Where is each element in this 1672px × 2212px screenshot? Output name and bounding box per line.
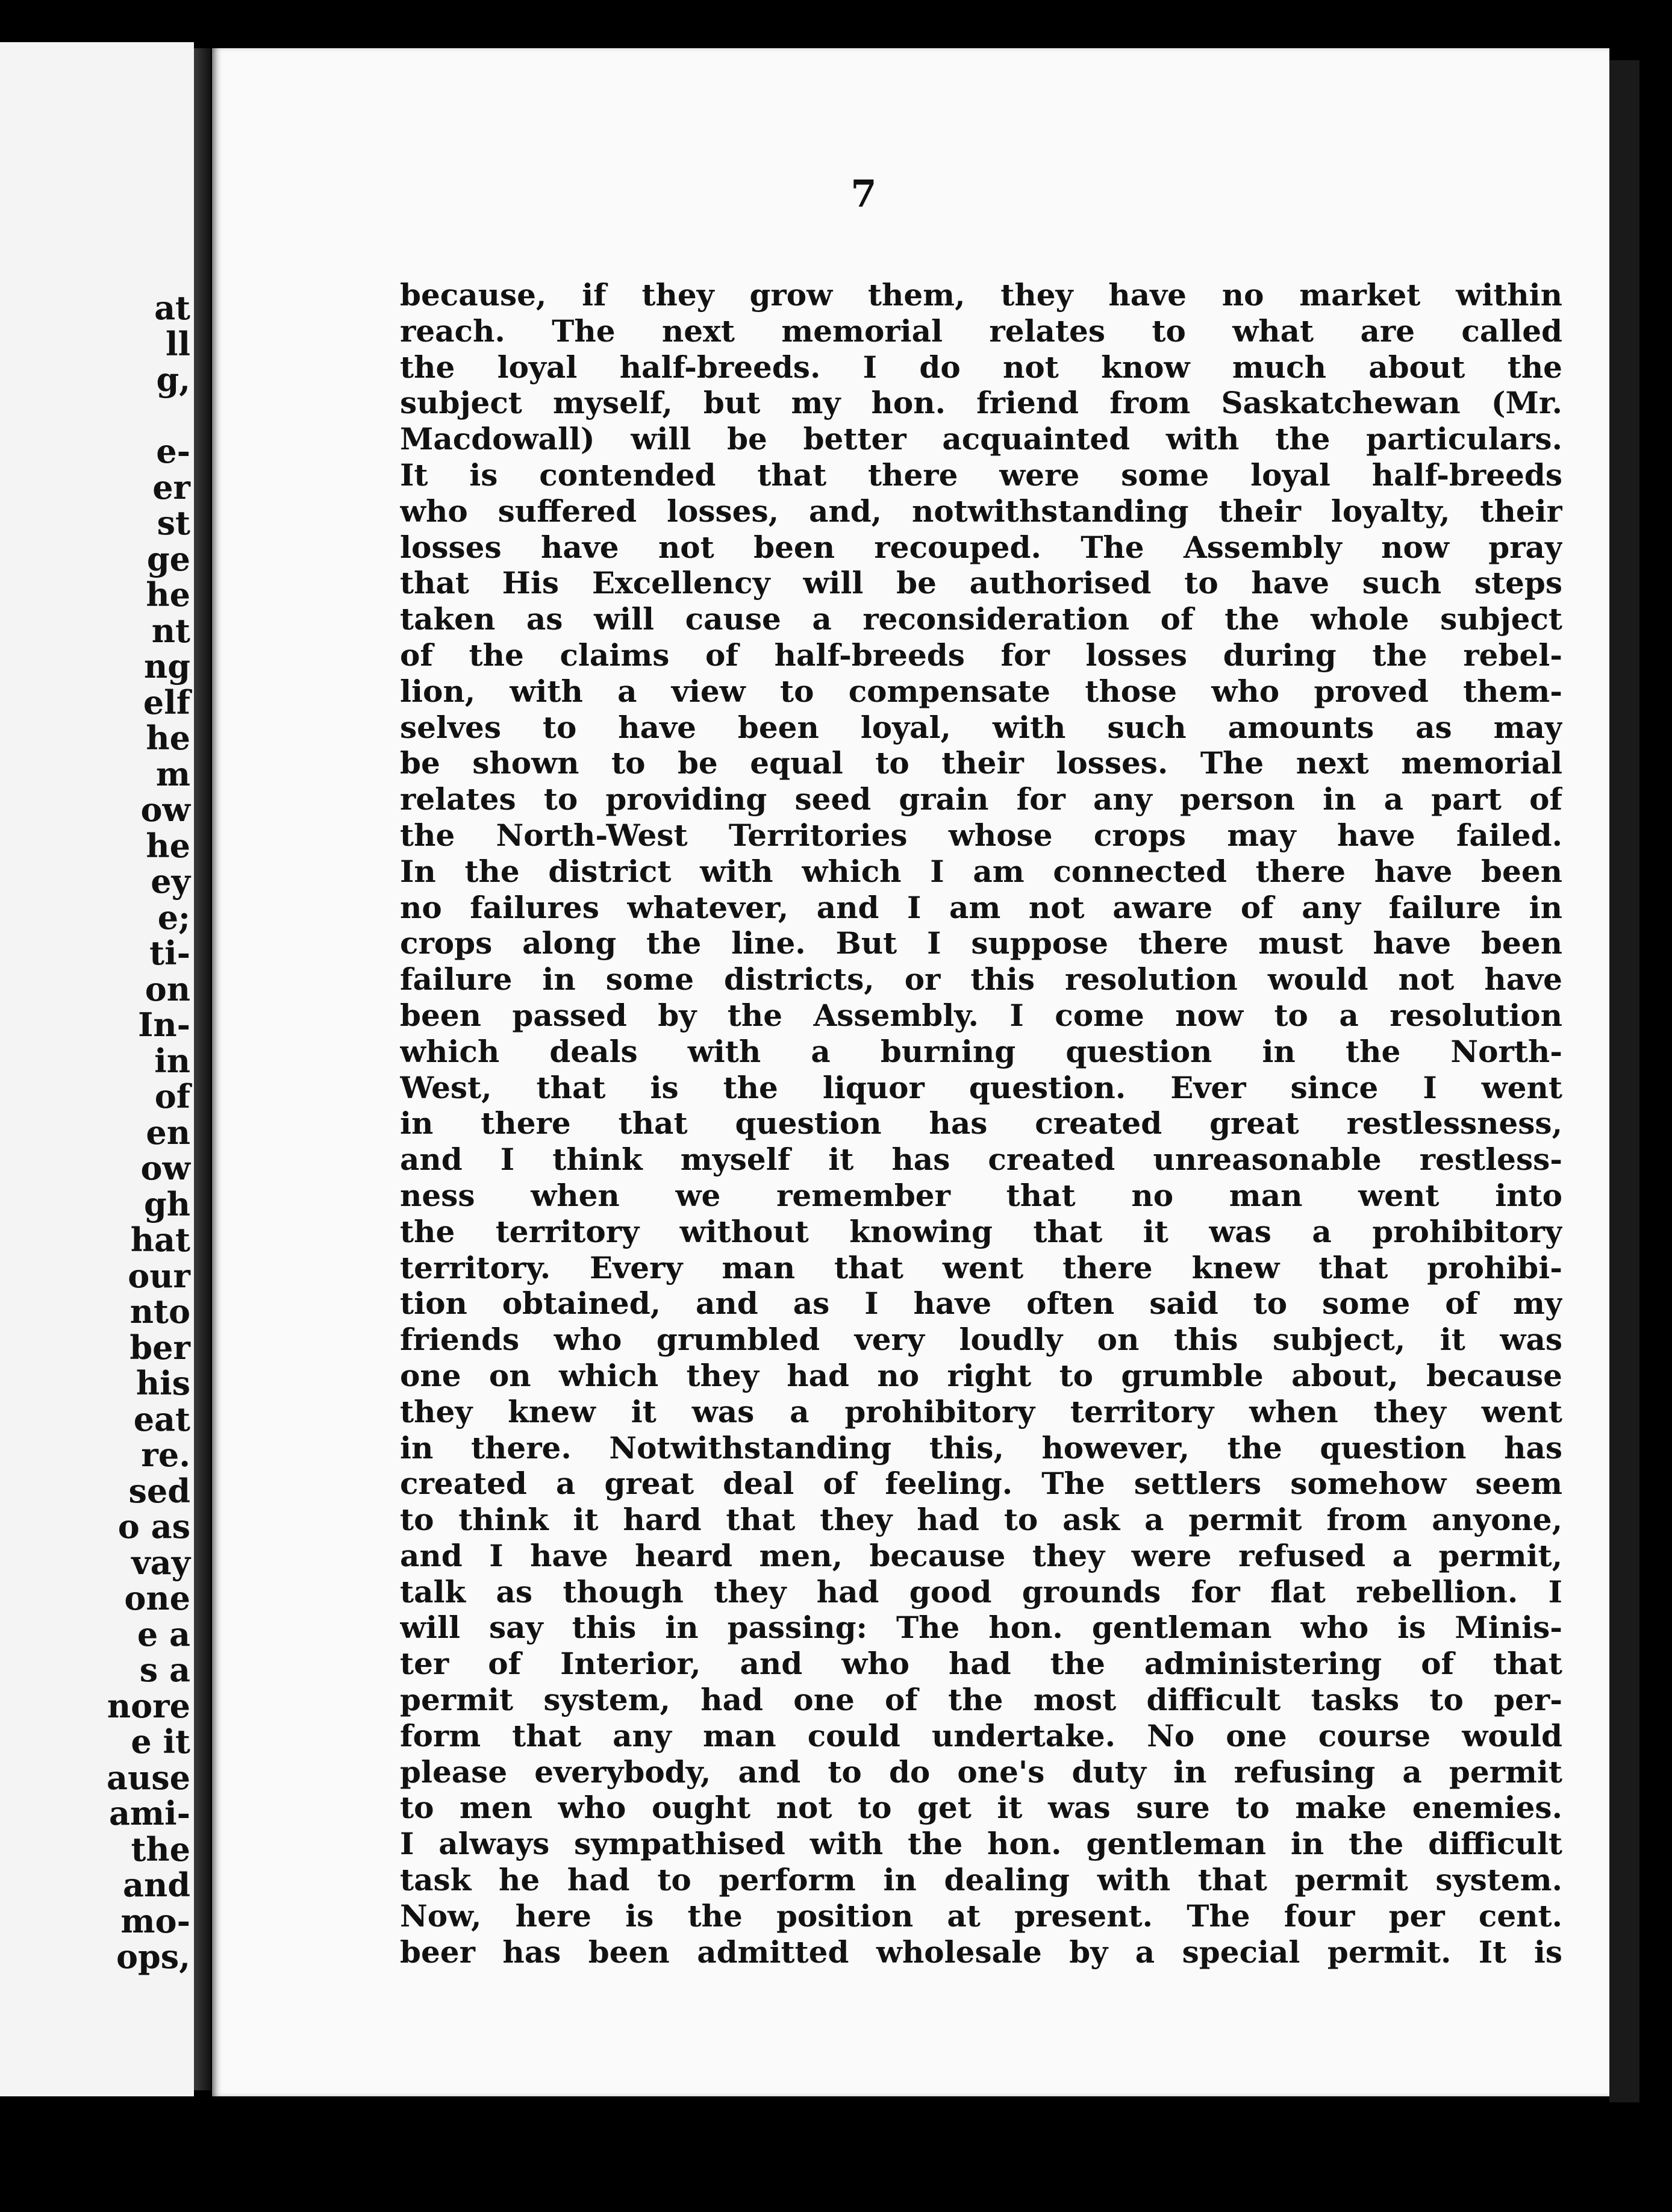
text-line: and I have heard men, because they were refused a permit, bbox=[400, 1537, 1562, 1573]
left-fragment-line: ow bbox=[140, 1149, 190, 1187]
text-line: task he had to perform in dealing with that permit system. bbox=[400, 1862, 1562, 1898]
left-fragment-line: ll bbox=[165, 324, 190, 363]
text-line: It is contended that there were some loyal half-breeds bbox=[400, 457, 1562, 493]
text-line: permit system, had one of the most difficult tasks to per- bbox=[400, 1682, 1562, 1718]
left-fragment-line: our bbox=[128, 1256, 190, 1295]
text-line: please everybody, and to do one's duty in refusing a permit bbox=[400, 1754, 1562, 1790]
text-line: because, if they grow them, they have no market within bbox=[400, 277, 1562, 313]
left-fragment-line: nore bbox=[107, 1686, 190, 1725]
text-line: ness when we remember that no man went into bbox=[400, 1177, 1562, 1213]
left-fragment-line: In- bbox=[138, 1005, 190, 1044]
text-line: form that any man could undertake. No one course would bbox=[400, 1717, 1562, 1754]
text-line: who suffered losses, and, notwithstanding their loyalty, their bbox=[400, 493, 1562, 529]
text-line: to think it hard that they had to ask a permit from anyone, bbox=[400, 1502, 1562, 1538]
text-line: created a great deal of feeling. The settlers somehow seem bbox=[400, 1466, 1562, 1502]
left-fragment-line: elf bbox=[143, 683, 190, 722]
left-fragment-line: e it bbox=[131, 1722, 190, 1761]
left-fragment-line bbox=[107, 398, 190, 434]
text-line: in there that question has created great restlessness, bbox=[400, 1105, 1562, 1142]
text-line: relates to providing seed grain for any person in a part of bbox=[400, 781, 1562, 817]
text-line: friends who grumbled very loudly on this subject, it was bbox=[400, 1322, 1562, 1358]
text-line: I always sympathised with the hon. gentleman in the difficult bbox=[400, 1826, 1562, 1862]
left-fragment-line: in bbox=[154, 1041, 190, 1080]
text-line: In the district with which I am connected there have been bbox=[400, 853, 1562, 889]
text-line: crops along the line. But I suppose there must have been bbox=[400, 925, 1562, 961]
left-fragment-line: e; bbox=[157, 898, 190, 937]
left-fragment-line: nto bbox=[129, 1292, 190, 1331]
left-fragment-line: e a bbox=[137, 1614, 190, 1654]
left-fragment-line: his bbox=[136, 1364, 190, 1402]
left-fragment-line: g, bbox=[156, 360, 190, 399]
left-fragment-line: gh bbox=[143, 1184, 190, 1223]
text-line: reach. The next memorial relates to what are called bbox=[400, 313, 1562, 349]
left-fragment-line: e- bbox=[156, 432, 190, 470]
left-page-text-fragments bbox=[107, 290, 190, 1975]
text-line: the North-West Territories whose crops may have failed. bbox=[400, 817, 1562, 853]
left-fragment-line: en bbox=[146, 1113, 190, 1152]
text-line: talk as though they had good grounds for flat rebellion. I bbox=[400, 1573, 1562, 1610]
left-fragment-line: re. bbox=[141, 1436, 190, 1474]
left-fragment-line: the bbox=[131, 1829, 190, 1869]
text-line: will say this in passing: The hon. gentleman who is Minis- bbox=[400, 1610, 1562, 1646]
text-line: Now, here is the position at present. The four per cent. bbox=[400, 1898, 1562, 1934]
page-number: 7 bbox=[850, 172, 877, 216]
left-fragment-line: ause bbox=[106, 1758, 190, 1797]
text-line: tion obtained, and as I have often said to some of my bbox=[400, 1286, 1562, 1322]
left-fragment-line: st bbox=[157, 504, 190, 542]
text-line: taken as will cause a reconsideration of the whole subject bbox=[400, 601, 1562, 637]
page-edge-shadow bbox=[1609, 60, 1639, 2102]
text-line: been passed by the Assembly. I come now to a resolution bbox=[400, 997, 1562, 1033]
text-line: subject myself, but my hon. friend from Saskatchewan (Mr. bbox=[400, 385, 1562, 421]
text-line: and I think myself it has created unreasonable restless- bbox=[400, 1142, 1562, 1178]
left-fragment-line: ng bbox=[143, 647, 190, 686]
left-fragment-line: ey bbox=[151, 862, 190, 901]
right-page bbox=[212, 48, 1609, 2096]
left-fragment-line: s a bbox=[139, 1651, 190, 1689]
text-line: territory. Every man that went there knew that prohibi- bbox=[400, 1249, 1562, 1286]
left-fragment-line: o as bbox=[117, 1507, 190, 1546]
text-line: the loyal half-breeds. I do not know much about the bbox=[400, 349, 1562, 385]
text-line: failure in some districts, or this resolution would not have bbox=[400, 961, 1562, 998]
left-fragment-line: ami- bbox=[108, 1794, 190, 1832]
text-line: one on which they had no right to grumble about, because bbox=[400, 1357, 1562, 1393]
body-text bbox=[400, 277, 1562, 1970]
text-line: of the claims of half-breeds for losses during the rebel- bbox=[400, 637, 1562, 673]
left-fragment-line: he bbox=[146, 826, 190, 865]
left-fragment-line: one bbox=[124, 1579, 190, 1617]
left-fragment-line: er bbox=[152, 467, 190, 507]
left-fragment-line: he bbox=[146, 575, 190, 614]
left-facing-page bbox=[0, 42, 194, 2096]
left-fragment-line: ops, bbox=[116, 1937, 190, 1976]
left-fragment-line: at bbox=[154, 289, 190, 327]
left-fragment-line: on bbox=[145, 969, 190, 1008]
text-line: to men who ought not to get it was sure to make enemies. bbox=[400, 1790, 1562, 1826]
book-gutter bbox=[194, 48, 211, 2090]
text-line: lion, with a view to compensate those who proved them- bbox=[400, 673, 1562, 709]
text-line: which deals with a burning question in the North- bbox=[400, 1033, 1562, 1069]
left-fragment-line: m bbox=[155, 754, 190, 793]
left-fragment-line: ow bbox=[140, 790, 190, 829]
text-line: the territory without knowing that it was a prohibitory bbox=[400, 1213, 1562, 1249]
text-line: ter of Interior, and who had the administering of that bbox=[400, 1646, 1562, 1682]
text-line: no failures whatever, and I am not aware of any failure in bbox=[400, 889, 1562, 925]
left-fragment-line: hat bbox=[130, 1220, 190, 1259]
text-line: in there. Notwithstanding this, however, the question has bbox=[400, 1429, 1562, 1466]
left-fragment-line: ge bbox=[146, 539, 190, 578]
text-line: selves to have been loyal, with such amounts as may bbox=[400, 709, 1562, 745]
text-line: West, that is the liquor question. Ever since I went bbox=[400, 1069, 1562, 1105]
left-fragment-line: vay bbox=[131, 1543, 190, 1582]
text-line: beer has been admitted wholesale by a special permit. It is bbox=[400, 1934, 1562, 1970]
text-line: Macdowall) will be better acquainted with the particulars. bbox=[400, 421, 1562, 457]
left-fragment-line: ber bbox=[129, 1328, 190, 1367]
left-fragment-line: eat bbox=[133, 1399, 190, 1439]
text-line: losses have not been recouped. The Assembly now pray bbox=[400, 529, 1562, 565]
left-fragment-line: mo- bbox=[120, 1901, 190, 1940]
left-fragment-line: sed bbox=[128, 1471, 190, 1510]
left-fragment-line: ti- bbox=[149, 934, 190, 972]
text-line: they knew it was a prohibitory territory when they went bbox=[400, 1393, 1562, 1429]
left-fragment-line: he bbox=[146, 719, 190, 757]
text-line: that His Excellency will be authorised to have such steps bbox=[400, 565, 1562, 601]
text-line: be shown to be equal to their losses. The next memorial bbox=[400, 745, 1562, 781]
left-fragment-line: of bbox=[154, 1077, 190, 1116]
left-fragment-line: nt bbox=[151, 611, 190, 650]
left-fragment-line: and bbox=[122, 1866, 190, 1904]
